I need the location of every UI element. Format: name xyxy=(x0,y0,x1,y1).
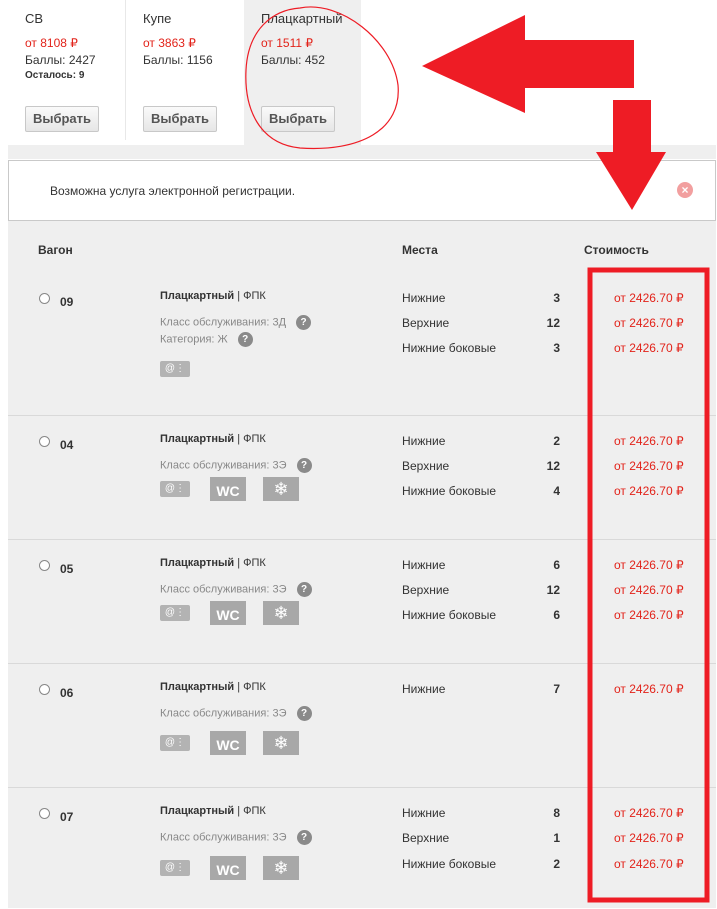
air-conditioning-icon: ❄ xyxy=(263,731,299,755)
e-registration-icon: @⋮ xyxy=(160,605,190,621)
select-button[interactable]: Выбрать xyxy=(261,106,335,132)
car-radio[interactable] xyxy=(39,560,50,571)
air-conditioning-icon: ❄ xyxy=(263,477,299,501)
help-icon[interactable]: ? xyxy=(238,332,253,347)
table-row[interactable] xyxy=(8,539,716,664)
seat-price: от 2426.70 ₽ xyxy=(614,484,684,498)
seat-label: Нижние xyxy=(402,682,446,696)
seat-count: 2 xyxy=(553,857,560,871)
car-table xyxy=(8,221,716,908)
seat-count: 6 xyxy=(553,558,560,572)
header-seats: Места xyxy=(402,243,438,257)
tab-kupe[interactable] xyxy=(126,0,243,140)
seat-count: 3 xyxy=(553,341,560,355)
car-type: Плацкартный | ФПК xyxy=(160,557,266,569)
seat-label: Верхние xyxy=(402,583,450,597)
wc-icon: WC xyxy=(210,856,246,880)
seat-price: от 2426.70 ₽ xyxy=(614,583,684,597)
seat-label: Верхние xyxy=(402,459,450,473)
seat-count: 1 xyxy=(553,831,560,845)
e-registration-icon: @⋮ xyxy=(160,860,190,876)
carrier: ФПК xyxy=(243,433,266,445)
service-class xyxy=(160,706,312,721)
tab-name: Купе xyxy=(143,11,172,26)
seat-price: от 2426.70 ₽ xyxy=(614,434,684,448)
seat-price: от 2426.70 ₽ xyxy=(614,831,684,845)
service-class-text: Класс обслуживания: 3Д xyxy=(160,316,287,329)
service-class-text: Класс обслуживания: 3Э xyxy=(160,707,287,720)
notice-text: Возможна услуга электронной регистрации. xyxy=(50,184,296,198)
wc-icon: WC xyxy=(210,731,246,755)
seat-price: от 2426.70 ₽ xyxy=(614,316,684,330)
seat-price: от 2426.70 ₽ xyxy=(614,291,684,305)
tab-name: Плацкартный xyxy=(261,11,343,26)
seat-label: Нижние xyxy=(402,558,446,572)
seat-price: от 2426.70 ₽ xyxy=(614,682,684,696)
seat-label: Нижние xyxy=(402,291,446,305)
tab-name: СВ xyxy=(25,11,44,26)
tab-points: Баллы: 452 xyxy=(261,53,325,67)
car-type-name: Плацкартный xyxy=(160,433,235,445)
car-radio[interactable] xyxy=(39,293,50,304)
wc-icon: WC xyxy=(210,601,246,625)
car-type-name: Плацкартный xyxy=(160,805,235,817)
air-conditioning-icon: ❄ xyxy=(263,856,299,880)
seat-label: Нижние боковые xyxy=(402,857,497,871)
e-registration-icon: @⋮ xyxy=(160,361,190,377)
help-icon[interactable]: ? xyxy=(297,458,312,473)
e-registration-icon: @⋮ xyxy=(160,481,190,497)
header-car: Вагон xyxy=(38,243,73,257)
seat-label: Нижние боковые xyxy=(402,341,497,355)
seat-count: 4 xyxy=(553,484,560,498)
e-registration-icon: @⋮ xyxy=(160,735,190,751)
seat-label: Верхние xyxy=(402,316,450,330)
table-row[interactable] xyxy=(8,415,716,540)
seat-label: Нижние xyxy=(402,434,446,448)
select-button[interactable]: Выбрать xyxy=(25,106,99,132)
help-icon[interactable]: ? xyxy=(296,315,311,330)
tab-seats-left: Осталось: 9 xyxy=(25,70,85,81)
car-radio[interactable] xyxy=(39,808,50,819)
seat-price: от 2426.70 ₽ xyxy=(614,608,684,622)
seat-count: 12 xyxy=(546,459,560,473)
service-class-text: Класс обслуживания: 3Э xyxy=(160,459,287,472)
table-row[interactable] xyxy=(8,663,716,788)
car-type: Плацкартный | ФПК xyxy=(160,433,266,445)
seat-count: 12 xyxy=(546,316,560,330)
seat-label: Верхние xyxy=(402,831,450,845)
header-cost: Стоимость xyxy=(584,243,649,257)
help-icon[interactable]: ? xyxy=(297,830,312,845)
car-radio[interactable] xyxy=(39,684,50,695)
car-number: 07 xyxy=(60,810,74,824)
car-type: Плацкартный | ФПК xyxy=(160,290,266,302)
car-type: Плацкартный | ФПК xyxy=(160,681,266,693)
seat-count: 2 xyxy=(553,434,560,448)
service-class xyxy=(160,582,312,597)
close-icon[interactable]: × xyxy=(677,182,693,198)
air-conditioning-icon: ❄ xyxy=(263,601,299,625)
wc-icon: WC xyxy=(210,477,246,501)
help-icon[interactable]: ? xyxy=(297,706,312,721)
tab-points: Баллы: 1156 xyxy=(143,53,213,67)
e-registration-notice xyxy=(8,160,716,221)
car-number: 06 xyxy=(60,686,74,700)
seat-label: Нижние боковые xyxy=(402,484,497,498)
tab-price: от 3863 ₽ xyxy=(143,36,196,50)
car-number: 04 xyxy=(60,438,74,452)
seat-price: от 2426.70 ₽ xyxy=(614,459,684,473)
seat-price: от 2426.70 ₽ xyxy=(614,806,684,820)
car-number: 05 xyxy=(60,562,74,576)
carrier: ФПК xyxy=(243,805,266,817)
car-type-tabs xyxy=(0,0,717,145)
seat-count: 8 xyxy=(553,806,560,820)
seat-count: 3 xyxy=(553,291,560,305)
car-type-name: Плацкартный xyxy=(160,681,235,693)
tab-sv[interactable] xyxy=(8,0,126,140)
tab-panel-strip xyxy=(8,145,716,159)
category-text: Категория: Ж xyxy=(160,333,228,346)
tab-price: от 1511 ₽ xyxy=(261,36,314,50)
seat-count: 6 xyxy=(553,608,560,622)
help-icon[interactable]: ? xyxy=(297,582,312,597)
seat-price: от 2426.70 ₽ xyxy=(614,341,684,355)
seat-count: 12 xyxy=(546,583,560,597)
car-type: Плацкартный | ФПК xyxy=(160,805,266,817)
service-class-text: Класс обслуживания: 3Э xyxy=(160,831,287,844)
seat-label: Нижние xyxy=(402,806,446,820)
seat-count: 7 xyxy=(553,682,560,696)
table-row[interactable] xyxy=(8,271,716,415)
select-button[interactable]: Выбрать xyxy=(143,106,217,132)
carrier: ФПК xyxy=(243,290,266,302)
car-number: 09 xyxy=(60,295,74,309)
carrier: ФПК xyxy=(243,557,266,569)
tab-price: от 8108 ₽ xyxy=(25,36,78,50)
car-radio[interactable] xyxy=(39,436,50,447)
tab-points: Баллы: 2427 xyxy=(25,53,96,67)
seat-label: Нижние боковые xyxy=(402,608,497,622)
car-type-name: Плацкартный xyxy=(160,557,235,569)
seat-price: от 2426.70 ₽ xyxy=(614,857,684,871)
category xyxy=(160,332,253,347)
table-row[interactable] xyxy=(8,787,716,909)
seat-price: от 2426.70 ₽ xyxy=(614,558,684,572)
car-type-name: Плацкартный xyxy=(160,290,235,302)
service-class xyxy=(160,458,312,473)
tab-platskart[interactable] xyxy=(244,0,361,145)
service-class xyxy=(160,315,311,330)
service-class-text: Класс обслуживания: 3Э xyxy=(160,583,287,596)
carrier: ФПК xyxy=(243,681,266,693)
service-class xyxy=(160,830,312,845)
